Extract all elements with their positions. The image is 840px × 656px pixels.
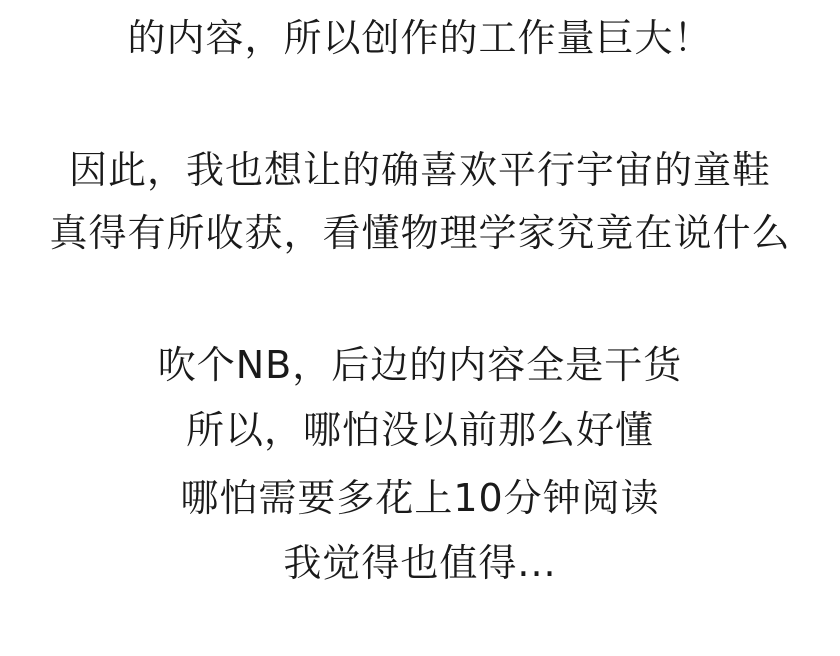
text-line-4: 吹个NB，后边的内容全是干货 xyxy=(157,343,683,387)
text-line-5: 所以，哪怕没以前那么好懂 xyxy=(185,408,654,452)
text-line-1: 的内容，所以创作的工作量巨大！ xyxy=(127,16,713,60)
text-line-6: 哪怕需要多花上10分钟阅读 xyxy=(180,476,660,520)
text-line-2: 因此，我也想让的确喜欢平行宇宙的童鞋 xyxy=(68,148,771,192)
text-line-7: 我觉得也值得... xyxy=(283,541,557,585)
text-line-3: 真得有所收获，看懂物理学家究竟在说什么 xyxy=(49,211,791,255)
